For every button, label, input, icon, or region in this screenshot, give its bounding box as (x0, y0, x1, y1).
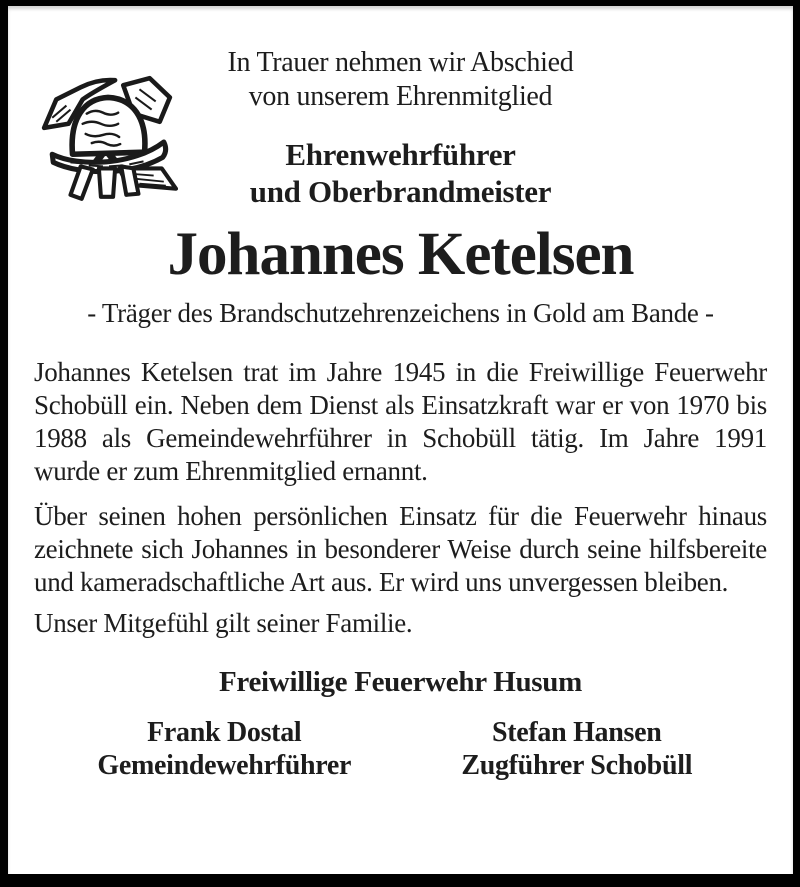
signatories (8, 716, 793, 782)
condolence-line: Unser Mitgefühl gilt seiner Familie. (34, 608, 413, 638)
deceased-name: Johannes Ketelsen (167, 221, 634, 288)
rank-line-1: Ehrenwehrführer (285, 137, 516, 172)
signatory-role: Gemeindewehrführer (97, 750, 352, 781)
signatory-name: Stefan Hansen (491, 717, 662, 748)
signatory-left (48, 716, 401, 782)
intro-line-1: In Trauer nehmen wir Abschied (227, 47, 574, 78)
tribute-paragraph: Über seinen hohen persönlichen Einsatz für die Feuerwehr hinaus zeichnete sich Johannes in besonderer Weise durch seine hilfsbereite und kameradschaftliche Art aus. Er wird uns unvergessen bleiben. (34, 501, 767, 597)
rank-line-2: und Oberbrandmeister (249, 174, 552, 209)
fire-brigade-helmet-crossed-axes-icon (36, 72, 178, 204)
intro-line-2: von unserem Ehrenmitglied (248, 81, 553, 112)
signatory-right (401, 716, 754, 782)
signatory-name: Frank Dostal (147, 717, 302, 748)
honor-line: - Träger des Brandschutzehrenzeichens in Gold am Bande - (87, 298, 714, 328)
signatory-role: Zugführer Schobüll (461, 750, 693, 781)
biography-paragraph: Johannes Ketelsen trat im Jahre 1945 in die Freiwillige Feuerwehr Schobüll ein. Neben dem Dienst als Einsatzkraft war er von 1970 bis 1988 als Gemeindewehrführer in Schobüll tätig. Im Jahre 1991 wurde er zum Ehrenmitglied ernannt. (34, 357, 767, 486)
organization-name: Freiwillige Feuerwehr Husum (219, 666, 582, 698)
